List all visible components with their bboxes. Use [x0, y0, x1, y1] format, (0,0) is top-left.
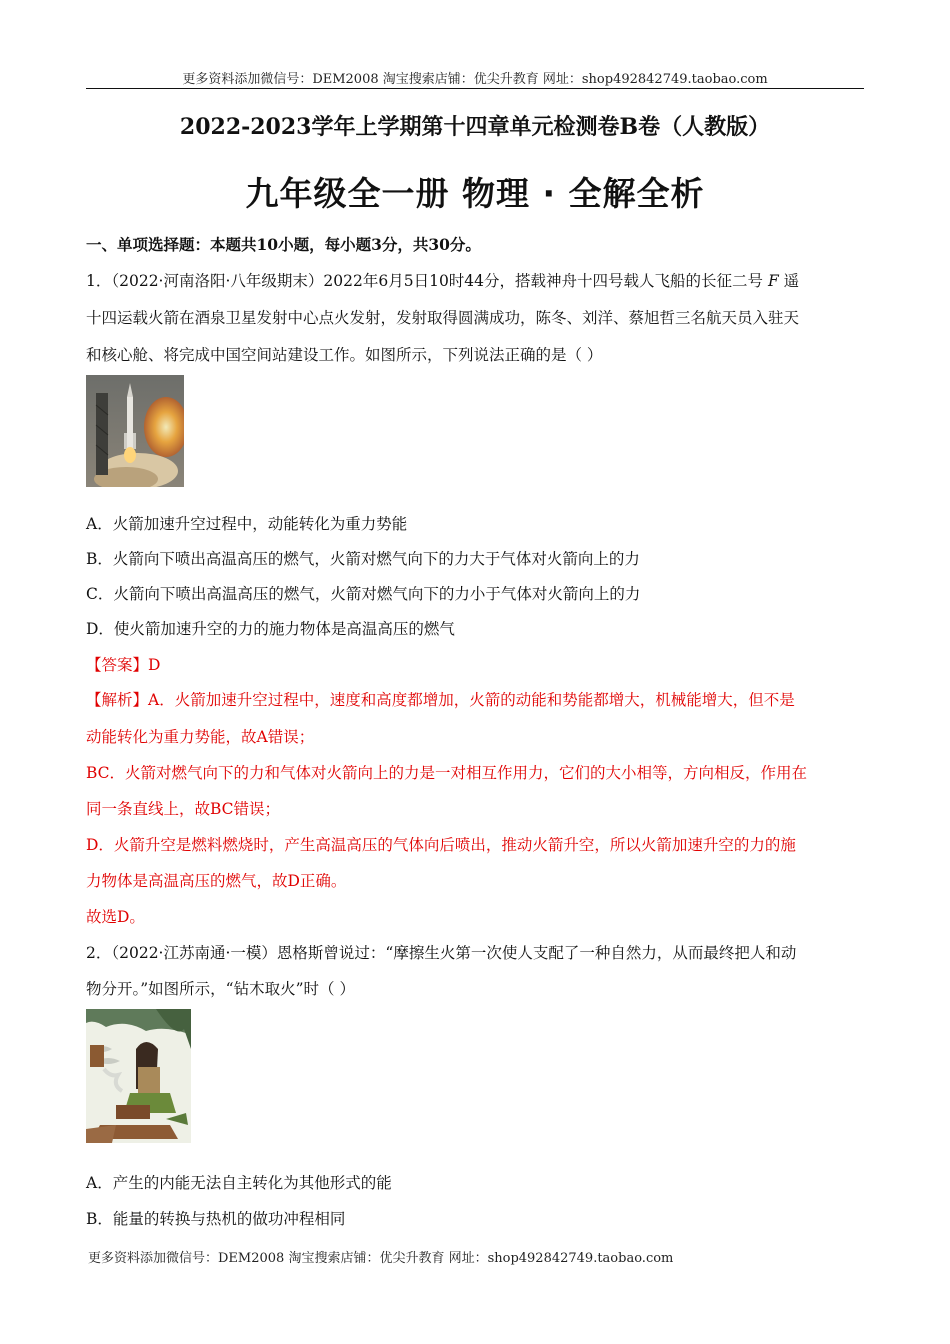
drilling-wood-fire-image — [86, 1009, 191, 1143]
page-header: 更多资料添加微信号：DEM2008 淘宝搜索店铺：优尖升教育 网址：shop492842749.taobao.com — [182, 72, 768, 87]
q1-stem-line-2: 十四运载火箭在酒泉卫星发射中心点火发射，发射取得圆满成功，陈冬、刘洋、蔡旭哲三名航天员入驻天 — [86, 309, 800, 327]
exam-title: 2022-2023学年上学期第十四章单元检测卷B卷（人教版） — [179, 114, 771, 140]
q1-analysis-line-7: 故选D。 — [86, 908, 145, 926]
rocket-launch-image — [86, 375, 184, 487]
q1-option-a: A．火箭加速升空过程中，动能转化为重力势能 — [86, 515, 408, 533]
q1-analysis-line-3: BC．火箭对燃气向下的力和气体对火箭向上的力是一对相互作用力，它们的大小相等，方向相反，作用在 — [86, 764, 808, 782]
page-footer: 更多资料添加微信号：DEM2008 淘宝搜索店铺：优尖升教育 网址：shop492842749.taobao.com — [88, 1251, 674, 1266]
q2-stem-line-1: 2．（2022·江苏南通·一模）恩格斯曾说过：“摩擦生火第一次使人支配了一种自然力，从而最终把人和动 — [86, 944, 797, 962]
q1-analysis-line-2: 动能转化为重力势能，故A错误； — [86, 728, 315, 746]
q2-stem-line-2: 物分开。”如图所示，“钻木取火”时（ ） — [86, 980, 355, 998]
exam-subtitle: 九年级全一册 物理 · 全解全析 — [245, 174, 705, 213]
q2-option-a: A．产生的内能无法自主转化为其他形式的能 — [86, 1174, 392, 1192]
q1-stem-line-1: 1．（2022·河南洛阳·八年级期末）2022年6月5日10时44分，搭载神舟十四号载人飞船的长征二号 F 遥 — [86, 272, 800, 290]
q1-analysis-line-5: D．火箭升空是燃料燃烧时，产生高温高压的气体向后喷出，推动火箭升空，所以火箭加速升空的力的施 — [86, 836, 796, 854]
q1-analysis-line-6: 力物体是高温高压的燃气，故D正确。 — [86, 872, 347, 890]
section-heading: 一、单项选择题：本题共10小题，每小题3分，共30分。 — [86, 235, 481, 254]
q1-analysis-line-1: 【解析】A．火箭加速升空过程中，速度和高度都增加，火箭的动能和势能都增大，机械能增大，但不是 — [86, 691, 795, 709]
q1-option-b: B．火箭向下喷出高温高压的燃气，火箭对燃气向下的力大于气体对火箭向上的力 — [86, 550, 640, 568]
q1-option-c: C．火箭向下喷出高温高压的燃气，火箭对燃气向下的力小于气体对火箭向上的力 — [86, 585, 641, 603]
q2-option-b: B．能量的转换与热机的做功冲程相同 — [86, 1210, 346, 1228]
q1-option-d: D．使火箭加速升空的力的施力物体是高温高压的燃气 — [86, 620, 455, 638]
q1-analysis-line-4: 同一条直线上，故BC错误； — [86, 800, 281, 818]
q1-stem-line-3: 和核心舱、将完成中国空间站建设工作。如图所示，下列说法正确的是（ ） — [86, 346, 603, 364]
header-divider — [86, 88, 864, 89]
q1-answer: 【答案】D — [86, 656, 161, 674]
